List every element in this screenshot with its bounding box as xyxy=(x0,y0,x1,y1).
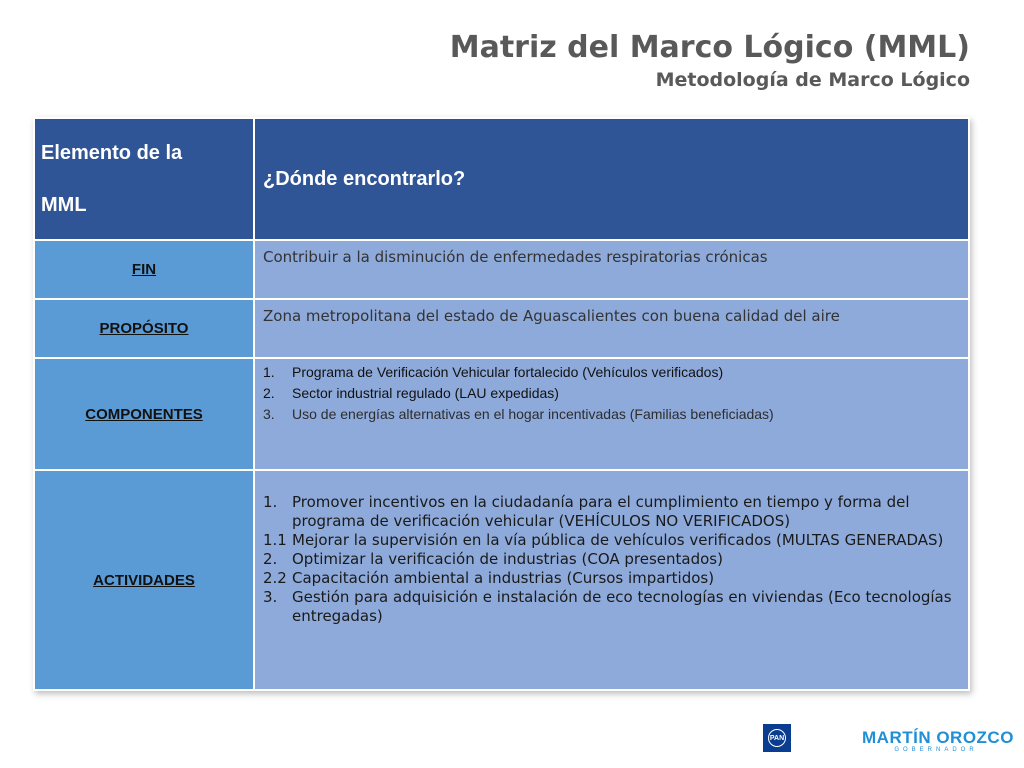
list-item-number: 3. xyxy=(263,588,278,606)
header-where-text: ¿Dónde encontrarlo? xyxy=(263,167,466,190)
pan-logo-text: PAN xyxy=(768,729,786,747)
list-item-text: Mejorar la supervisión en la vía pública de vehículos verificados (MULTAS GENERADAS) xyxy=(292,531,944,549)
list-item xyxy=(263,362,958,383)
list-item xyxy=(263,383,958,404)
fin-content-cell xyxy=(254,240,969,299)
list-item-text: Uso de energías alternativas en el hogar incentivadas (Familias beneficiadas) xyxy=(292,406,774,422)
list-item xyxy=(263,404,958,425)
list-item-number: 1. xyxy=(263,493,278,511)
componentes-content-cell xyxy=(254,358,969,470)
list-item xyxy=(263,569,958,588)
actividades-content-cell xyxy=(254,470,969,690)
list-item-number: 3. xyxy=(263,406,275,422)
pan-party-logo-icon xyxy=(763,724,791,752)
proposito-text: Zona metropolitana del estado de Aguascalientes con buena calidad del aire xyxy=(263,307,840,325)
list-item-text: Capacitación ambiental a industrias (Cursos impartidos) xyxy=(292,569,715,587)
list-item-text: Optimizar la verificación de industrias (COA presentados) xyxy=(292,550,723,568)
header-element-line1: Elemento de la xyxy=(41,142,183,164)
table-row-actividades xyxy=(34,470,969,690)
proposito-label-cell xyxy=(34,299,254,358)
table-row-proposito xyxy=(34,299,969,358)
list-item-text: Promover incentivos en la ciudadanía para el cumplimiento en tiempo y forma del programa de verificación vehicular (VEHÍCULOS NO VERIFICADOS) xyxy=(292,493,910,530)
list-item xyxy=(263,588,958,626)
proposito-content-cell xyxy=(254,299,969,358)
componentes-label-cell xyxy=(34,358,254,470)
list-item-number: 2. xyxy=(263,550,278,568)
list-item-number: 1. xyxy=(263,364,275,380)
fin-label-cell xyxy=(34,240,254,299)
list-item xyxy=(263,531,958,550)
header-element-line2: MML xyxy=(41,194,87,216)
list-item-text: Gestión para adquisición e instalación de eco tecnologías en viviendas (Eco tecnologías entregadas) xyxy=(292,588,952,625)
page-subtitle: Metodología de Marco Lógico xyxy=(655,69,970,91)
list-item xyxy=(263,550,958,569)
proposito-label: PROPÓSITO xyxy=(99,320,189,337)
logical-framework-matrix xyxy=(33,117,970,691)
page-title: Matriz del Marco Lógico (MML) xyxy=(449,30,970,65)
brand-subtitle: GOBERNADOR xyxy=(894,747,978,753)
fin-label: FIN xyxy=(131,261,157,278)
list-item-number: 2. xyxy=(263,385,275,401)
brand-name: MARTÍN OROZCO xyxy=(862,728,1014,747)
list-item-text: Sector industrial regulado (LAU expedidas) xyxy=(292,385,559,401)
list-item-number: 1.1 xyxy=(263,531,287,549)
componentes-label: COMPONENTES xyxy=(85,405,203,423)
list-item-number: 2.2 xyxy=(263,569,287,587)
componentes-list xyxy=(263,362,958,425)
table-row-fin xyxy=(34,240,969,299)
header-element-cell xyxy=(34,118,254,240)
header-where-cell xyxy=(254,118,969,240)
list-item xyxy=(263,493,958,531)
list-item-text: Programa de Verificación Vehicular fortalecido (Vehículos verificados) xyxy=(292,364,724,380)
actividades-label: ACTIVIDADES xyxy=(93,571,195,589)
table-header-row xyxy=(34,118,969,240)
fin-text: Contribuir a la disminución de enfermedades respiratorias crónicas xyxy=(263,248,768,266)
brand-logo xyxy=(862,728,1014,753)
table-row-componentes xyxy=(34,358,969,470)
actividades-label-cell xyxy=(34,470,254,690)
actividades-list xyxy=(263,493,958,626)
